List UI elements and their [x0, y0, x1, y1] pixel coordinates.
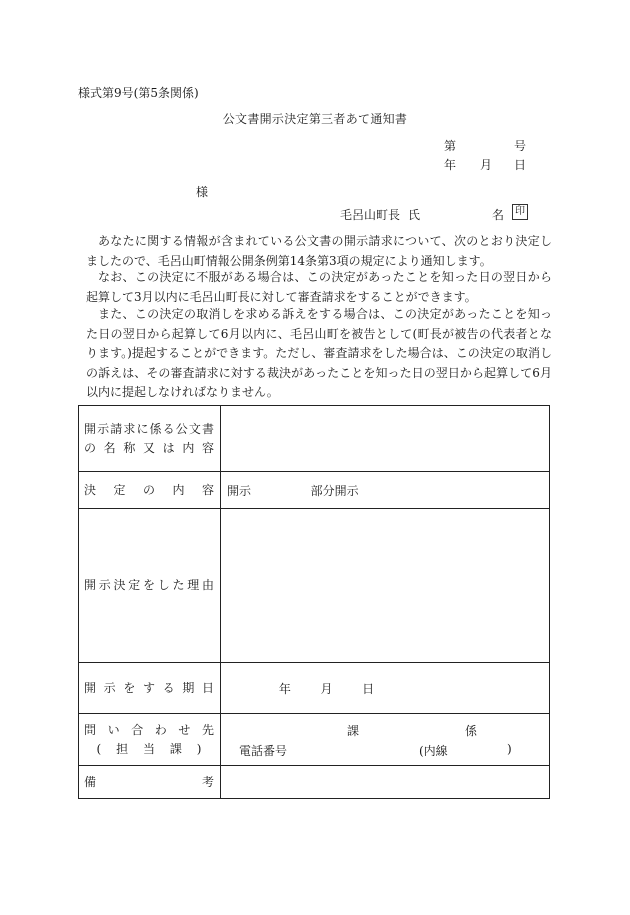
addressee-suffix: 様: [196, 185, 209, 199]
body-paragraph-notice: あなたに関する情報が含まれている公文書の開示請求について、次のとおり決定しましたので、毛呂山町情報公開条例第14条第3項の規定により通知します。: [86, 234, 552, 268]
date-year-label: 年: [278, 681, 291, 696]
table-row: [79, 509, 550, 663]
option-partial-disclose[interactable]: 部分開示: [310, 483, 359, 498]
contact-label: 問い合わせ先 (担当課): [79, 714, 221, 766]
phone-label: 電話番号: [239, 744, 288, 758]
date-day-label: 日: [514, 158, 527, 172]
decision-content-field[interactable]: [221, 472, 550, 509]
table-row: [79, 663, 550, 714]
section-label: 課: [347, 724, 360, 738]
seal-mark: 印: [512, 204, 528, 220]
disclosure-date-field[interactable]: [221, 663, 550, 714]
table-row: [79, 714, 550, 766]
extension-open: (内線: [419, 744, 448, 758]
sender-title: 毛呂山町長: [340, 208, 401, 222]
decision-table: [78, 405, 550, 799]
contact-field[interactable]: [221, 714, 550, 766]
decision-content-label: 決定の内容: [79, 472, 221, 509]
sender-name-label-mei: 名: [492, 208, 505, 222]
disclosure-date-label: 開示をする期日: [79, 663, 221, 714]
body-paragraph-appeal: なお、この決定に不服がある場合は、この決定があったことを知った日の翌日から起算して3月以内に毛呂山町長に対して審査請求をすることができます。: [86, 270, 552, 304]
number-prefix: 第: [444, 139, 457, 153]
remarks-field[interactable]: [221, 766, 550, 799]
document-title: 公文書開示決定第三者あて通知書: [222, 112, 408, 126]
table-row: [79, 766, 550, 799]
form-number: 様式第9号(第5条関係): [78, 86, 199, 100]
document-name-label: 開示請求に係る公文書 の名称又は内容: [79, 406, 221, 472]
decision-reason-field[interactable]: [221, 509, 550, 663]
extension-close: ): [507, 742, 512, 756]
body-paragraph-lawsuit: また、この決定の取消しを求める訴えをする場合は、この決定があったことを知った日の翌日から起算して6月以内に、毛呂山町を被告として(町長が被告の代表者となります。)提起することができます。ただし、審査請求をした場合は、この決定の取消しの訴えは、その審査請求に対する裁決があったことを知った日の翌日から起算して6月以内に提起しなければなりません。: [86, 307, 552, 399]
option-disclose[interactable]: 開示: [227, 483, 252, 498]
subsection-label: 係: [465, 724, 478, 738]
number-suffix: 号: [514, 139, 527, 153]
decision-reason-label: 開示決定をした理由: [79, 509, 221, 663]
document-name-field[interactable]: [221, 406, 550, 472]
date-day-label: 日: [362, 681, 375, 696]
date-month-label: 月: [480, 158, 493, 172]
date-year-label: 年: [444, 158, 457, 172]
date-month-label: 月: [320, 681, 333, 696]
table-row: [79, 406, 550, 472]
remarks-label: 備考: [79, 766, 221, 799]
sender-name-label-shi: 氏: [408, 208, 421, 222]
table-row: [79, 472, 550, 509]
